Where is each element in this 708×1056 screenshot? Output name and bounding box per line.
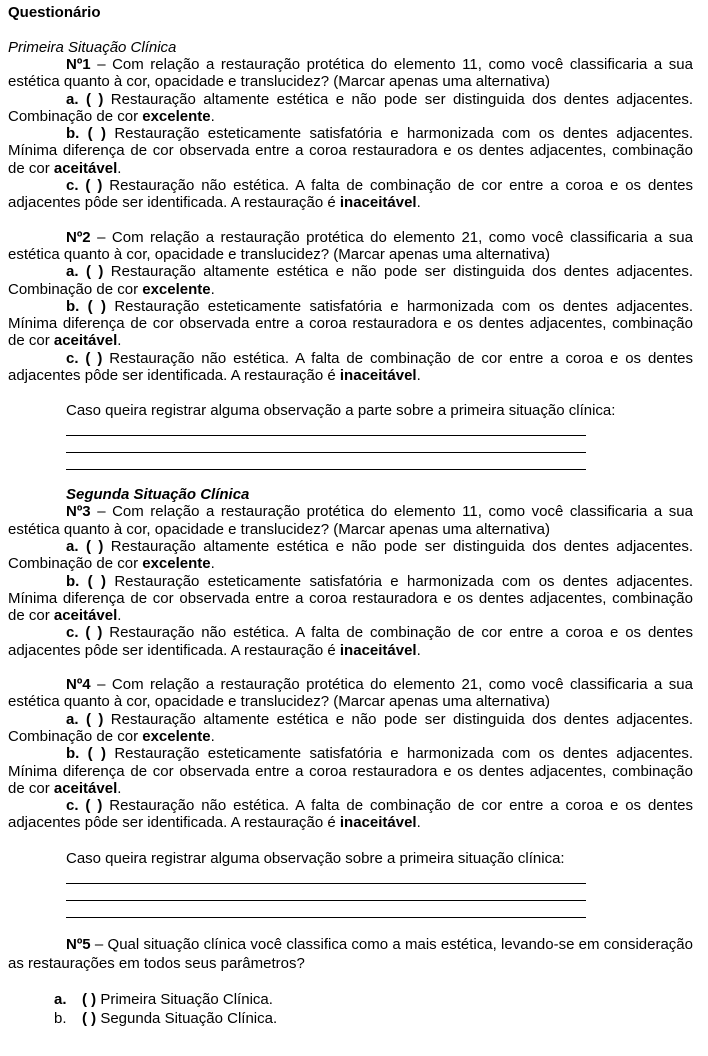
question-1: [8, 56, 693, 91]
observation-line[interactable]: [66, 867, 586, 884]
option-3b[interactable]: b. ( ) Restauração esteticamente satisfatória e harmonizada com os dentes adjacentes. Mínima diferença de cor observada entre a coroa restauradora e os dentes adjacentes, combinação de cor aceitável.: [8, 572, 693, 625]
choice-checkbox[interactable]: ( ): [82, 990, 97, 1008]
spacer: [8, 659, 693, 676]
question-number: Nº1: [66, 56, 91, 73]
option-4a[interactable]: a. ( ) Restauração altamente estética e não pode ser distinguida dos dentes adjacentes. Combinação de cor excelente.: [8, 710, 693, 745]
option-checkbox[interactable]: c. ( ): [66, 177, 103, 195]
option-checkbox[interactable]: a. ( ): [66, 537, 104, 555]
choice-checkbox[interactable]: ( ): [82, 1009, 97, 1027]
option-1b[interactable]: b. ( ) Restauração esteticamente satisfatória e harmonizada com os dentes adjacentes. Mínima diferença de cor observada entre a coroa restauradora e os dentes adjacentes, combinação de cor aceitável.: [8, 125, 693, 177]
page-title: Questionário: [8, 4, 101, 21]
observation-line[interactable]: [66, 884, 586, 901]
observation-line[interactable]: [66, 419, 586, 436]
choice-letter: b.: [54, 1009, 67, 1027]
option-checkbox[interactable]: a. ( ): [66, 710, 104, 728]
option-2a[interactable]: a. ( ) Restauração altamente estética e não pode ser distinguida dos dentes adjacentes. Combinação de cor excelente.: [8, 263, 693, 298]
question-text: – Com relação a restauração protética do elemento 21, como você classificaria a sua estética quanto à cor, opacidade e translucidez? (Marcar apenas uma alternativa): [8, 676, 693, 711]
option-checkbox[interactable]: b. ( ): [66, 297, 106, 315]
question-2: [8, 229, 693, 264]
situation-heading-1: Primeira Situação Clínica: [8, 39, 177, 56]
option-4b[interactable]: b. ( ) Restauração esteticamente satisfatória e harmonizada com os dentes adjacentes. Mínima diferença de cor observada entre a coroa restauradora e os dentes adjacentes, combinação de cor aceitável.: [8, 745, 693, 797]
question-number: Nº2: [66, 228, 91, 246]
question-4: [8, 676, 693, 711]
choice-letter: a.: [54, 990, 67, 1008]
option-checkbox[interactable]: b. ( ): [66, 572, 106, 590]
option-2c[interactable]: c. ( ) Restauração não estética. A falta de combinação de cor entre a coroa e os dentes adjacentes pôde ser identificada. A restauração é inaceitável.: [8, 349, 693, 385]
option-1a[interactable]: a. ( ) Restauração altamente estética e não pode ser distinguida dos dentes adjacentes. Combinação de cor excelente.: [8, 90, 693, 125]
option-checkbox[interactable]: c. ( ): [66, 349, 103, 367]
option-1c[interactable]: c. ( ) Restauração não estética. A falta de combinação de cor entre a coroa e os dentes adjacentes pôde ser identificada. A restauração é inaceitável.: [8, 177, 693, 212]
question-5: [8, 935, 693, 973]
option-checkbox[interactable]: b. ( ): [66, 125, 106, 143]
situation-heading-2: Segunda Situação Clínica: [66, 486, 250, 504]
spacer: [8, 212, 693, 229]
question-text: – Com relação a restauração protética do elemento 11, como você classificaria a sua estética quanto à cor, opacidade e translucidez? (Marcar apenas uma alternativa): [8, 503, 693, 538]
question-number: Nº5: [66, 935, 91, 953]
option-4c[interactable]: c. ( ) Restauração não estética. A falta de combinação de cor entre a coroa e os dentes adjacentes pôde ser identificada. A restauração é inaceitável.: [8, 797, 693, 832]
questionnaire-document: [8, 3, 693, 1028]
question-3: [8, 503, 693, 538]
question-text: – Com relação a restauração protética do elemento 11, como você classificaria a sua estética quanto à cor, opacidade e translucidez? (Marcar apenas uma alternativa): [8, 56, 693, 91]
option-checkbox[interactable]: a. ( ): [66, 90, 104, 108]
observation-line[interactable]: [66, 901, 586, 918]
option-checkbox[interactable]: b. ( ): [66, 745, 106, 763]
question-text: – Com relação a restauração protética do elemento 21, como você classificaria a sua estética quanto à cor, opacidade e translucidez? (Marcar apenas uma alternativa): [8, 228, 693, 263]
observation-line[interactable]: [66, 453, 586, 470]
option-checkbox[interactable]: c. ( ): [66, 797, 103, 815]
choice-a[interactable]: a. ( ) Primeira Situação Clínica.: [54, 990, 273, 1008]
choice-b[interactable]: b. ( ) Segunda Situação Clínica.: [54, 1009, 278, 1027]
observation-line[interactable]: [66, 436, 586, 453]
option-2b[interactable]: b. ( ) Restauração esteticamente satisfatória e harmonizada com os dentes adjacentes. Mínima diferença de cor observada entre a coroa restauradora e os dentes adjacentes, combinação de cor aceitável.: [8, 297, 693, 350]
observation-prompt-2: Caso queira registrar alguma observação sobre a primeira situação clínica:: [66, 849, 565, 867]
option-3a[interactable]: a. ( ) Restauração altamente estética e não pode ser distinguida dos dentes adjacentes. Combinação de cor excelente.: [8, 537, 693, 573]
option-checkbox[interactable]: a. ( ): [66, 263, 104, 281]
question-number: Nº4: [66, 676, 91, 694]
question-number: Nº3: [66, 503, 91, 521]
observation-prompt-1: Caso queira registrar alguma observação a parte sobre a primeira situação clínica:: [66, 402, 616, 420]
option-3c[interactable]: c. ( ) Restauração não estética. A falta de combinação de cor entre a coroa e os dentes adjacentes pôde ser identificada. A restauração é inaceitável.: [8, 624, 693, 659]
option-checkbox[interactable]: c. ( ): [66, 624, 103, 642]
question-text: – Qual situação clínica você classifica como a mais estética, levando-se em consideração as restaurações em todos seus parâmetros?: [8, 935, 693, 972]
